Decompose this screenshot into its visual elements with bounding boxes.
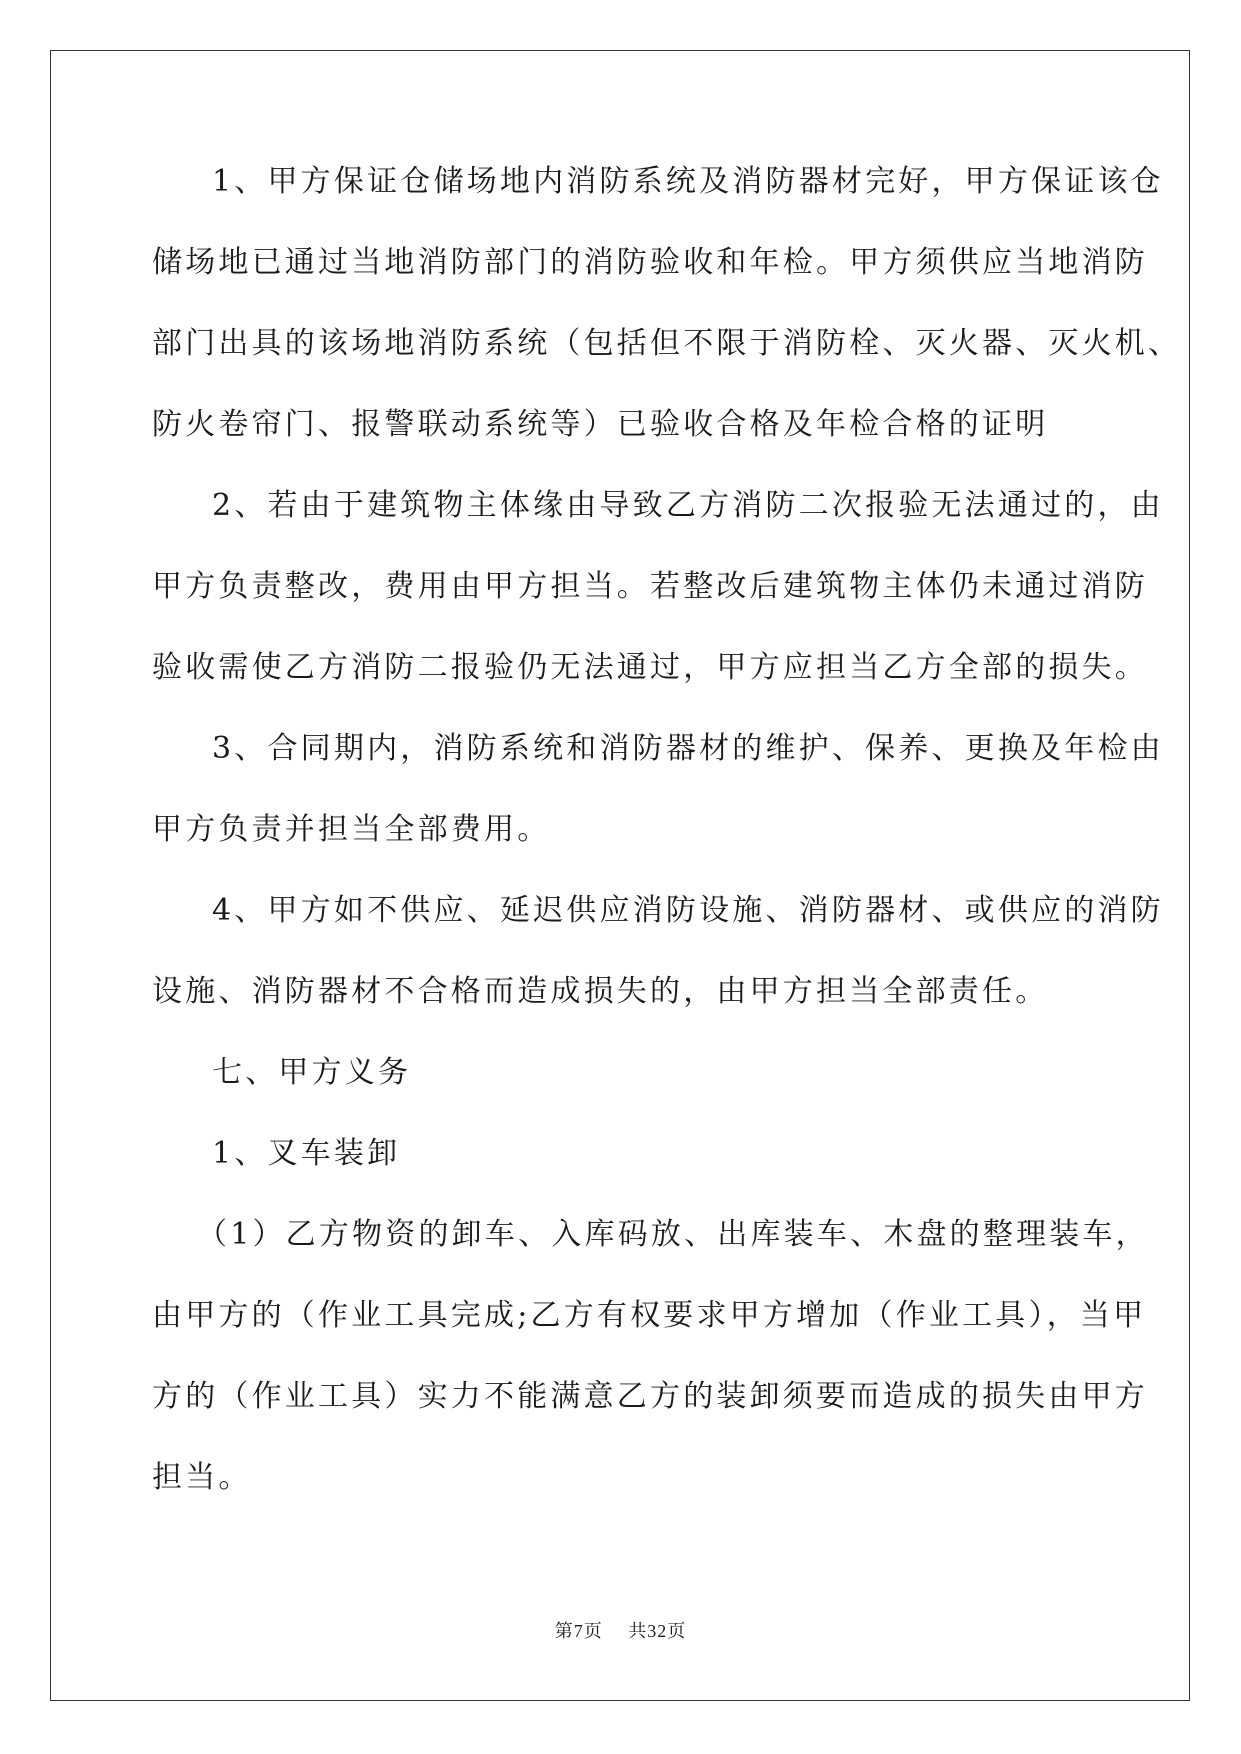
text-line: 3、合同期内，消防系统和消防器材的维护、保养、更换及年检由 bbox=[212, 731, 1164, 766]
text-line: 防火卷帘门、报警联动系统等）已验收合格及年检合格的证明 bbox=[152, 407, 1049, 442]
text-line: 1、叉车装卸 bbox=[212, 1136, 401, 1171]
text-line: 储场地已通过当地消防部门的消防验收和年检。甲方须供应当地消防 bbox=[152, 245, 1148, 280]
text-line: （1）乙方物资的卸车、入库码放、出库装车、木盘的整理装车， bbox=[197, 1217, 1149, 1252]
text-line: 七、甲方义务 bbox=[212, 1055, 412, 1090]
page-footer bbox=[0, 1617, 1241, 1643]
document-body bbox=[152, 162, 1182, 1539]
page-number-current: 第7页 bbox=[554, 1621, 603, 1641]
text-line: 部门出具的该场地消防系统（包括但不限于消防栓、灭火器、灭火机、 bbox=[152, 326, 1182, 361]
text-line: 由甲方的（作业工具完成;乙方有权要求甲方增加（作业工具），当甲 bbox=[152, 1298, 1147, 1333]
text-line: 方的（作业工具）实力不能满意乙方的装卸须要而造成的损失由甲方 bbox=[152, 1379, 1148, 1414]
text-line: 甲方负责整改，费用由甲方担当。若整改后建筑物主体仍未通过消防 bbox=[152, 569, 1148, 604]
text-line: 甲方负责并担当全部费用。 bbox=[152, 812, 551, 847]
text-line: 4、甲方如不供应、延迟供应消防设施、消防器材、或供应的消防 bbox=[212, 893, 1164, 928]
page-number-total: 共32页 bbox=[628, 1621, 687, 1641]
text-line: 2、若由于建筑物主体缘由导致乙方消防二次报验无法通过的，由 bbox=[212, 488, 1164, 523]
text-line: 1、甲方保证仓储场地内消防系统及消防器材完好，甲方保证该仓 bbox=[212, 164, 1164, 199]
text-line: 设施、消防器材不合格而造成损失的，由甲方担当全部责任。 bbox=[152, 974, 1049, 1009]
text-line: 验收需使乙方消防二报验仍无法通过，甲方应担当乙方全部的损失。 bbox=[152, 650, 1148, 685]
text-line: 担当。 bbox=[152, 1460, 252, 1495]
